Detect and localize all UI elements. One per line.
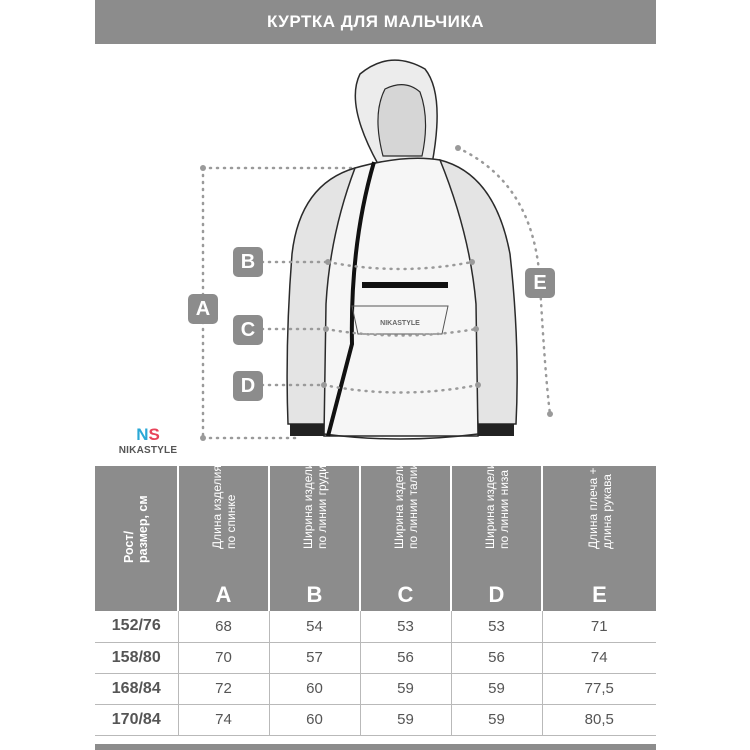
table-row: [95, 611, 656, 642]
column-header: [542, 466, 656, 611]
value-cell: 60: [269, 673, 360, 704]
value-cell: 68: [178, 611, 269, 642]
value-cell: 59: [360, 704, 451, 735]
table-row: [95, 673, 656, 704]
value-cell: 59: [360, 673, 451, 704]
column-letter: A: [215, 582, 232, 607]
size-cell: 168/84: [95, 673, 178, 704]
logo-mark-text: N: [136, 425, 149, 444]
page-title: КУРТКА ДЛЯ МАЛЬЧИКА: [266, 12, 485, 31]
column-letter: D: [488, 582, 505, 607]
value-cell: 57: [269, 642, 360, 673]
value-cell: 71: [542, 611, 656, 642]
label-c: C: [233, 315, 263, 345]
value-cell: 53: [451, 611, 542, 642]
size-cell: 152/76: [95, 611, 178, 642]
logo-wordmark: NIKASTYLE: [118, 445, 178, 456]
column-header-text: Длина изделия по спинке: [209, 465, 238, 549]
column-header: [451, 455, 542, 611]
size-cell: 170/84: [95, 704, 178, 735]
column-header: [269, 455, 360, 611]
value-cell: 80,5: [542, 704, 656, 735]
column-letter: C: [397, 582, 414, 607]
value-cell: 60: [269, 704, 360, 735]
column-header: [178, 466, 269, 611]
column-header: [360, 455, 451, 611]
column-header-text: Ширина изделия по линии талии: [391, 455, 420, 549]
column-letter: E: [592, 582, 607, 607]
jacket-brand-label: NIKASTYLE: [380, 320, 420, 327]
value-cell: 56: [360, 642, 451, 673]
brand-logo: [118, 426, 178, 456]
value-cell: 53: [360, 611, 451, 642]
jacket-illustration: [0, 44, 750, 464]
label-a: A: [188, 294, 218, 324]
value-cell: 70: [178, 642, 269, 673]
column-header-text: Длина плеча + длина рукава: [585, 467, 614, 549]
value-cell: 74: [542, 642, 656, 673]
value-cell: 74: [178, 704, 269, 735]
jacket-body: [324, 158, 478, 436]
label-d: D: [233, 371, 263, 401]
value-cell: 59: [451, 704, 542, 735]
table-header-row: [95, 466, 656, 611]
column-header-text: Ширина изделия по линии груди: [300, 455, 329, 549]
value-cell: 59: [451, 673, 542, 704]
table-row: [95, 642, 656, 673]
column-letter: B: [306, 582, 323, 607]
title-bar: [95, 0, 656, 44]
bottom-strip: [95, 744, 656, 750]
label-b: B: [233, 247, 263, 277]
column-header-text: Рост/ размер, см: [122, 495, 150, 563]
size-table: [95, 455, 656, 736]
column-header: [95, 466, 178, 611]
value-cell: 77,5: [542, 673, 656, 704]
table-row: [95, 704, 656, 735]
value-cell: 72: [178, 673, 269, 704]
logo-mark-s: S: [148, 425, 160, 444]
logo-mark: [118, 426, 178, 444]
column-header-text: Ширина изделия по линии низа: [482, 455, 511, 549]
value-cell: 54: [269, 611, 360, 642]
value-cell: 56: [451, 642, 542, 673]
size-cell: 158/80: [95, 642, 178, 673]
label-e: E: [525, 268, 555, 298]
